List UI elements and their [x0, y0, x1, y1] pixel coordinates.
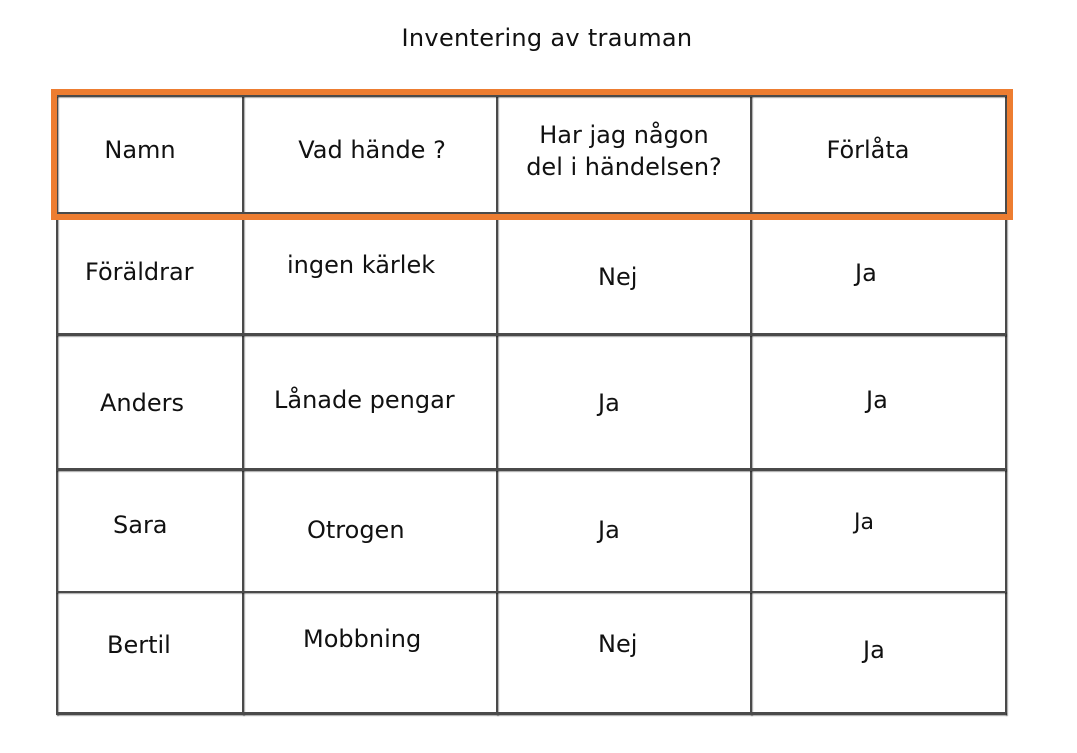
- table-cell-event: Mobbning: [303, 625, 422, 653]
- header-line: del i händelsen?: [526, 153, 722, 181]
- header-highlight-box: [51, 89, 1013, 220]
- table-cell-own-part: Ja: [598, 516, 620, 544]
- table-cell-name: Föräldrar: [85, 258, 194, 286]
- row-divider: [56, 591, 1006, 593]
- table-cell-forgive: Ja: [855, 259, 877, 287]
- table-cell-name: Bertil: [107, 631, 171, 659]
- table-cell-event: Lånade pengar: [274, 386, 455, 414]
- row-divider: [56, 333, 1006, 336]
- table-border-bottom: [56, 712, 1006, 715]
- table-cell-event: ingen kärlek: [287, 251, 436, 279]
- table-cell-own-part: Ja: [598, 389, 620, 417]
- table-cell-forgive: Ja: [863, 636, 885, 664]
- row-divider: [56, 468, 1006, 471]
- table-cell-forgive: Ja: [866, 386, 888, 414]
- table-cell-forgive: Ja: [854, 510, 874, 535]
- table-cell-name: Sara: [113, 511, 168, 539]
- header-namn: Namn: [104, 136, 176, 164]
- table-cell-own-part: Nej: [598, 630, 638, 658]
- table-cell-own-part: Nej: [598, 263, 638, 291]
- header-vad-hande: Vad hände ?: [298, 136, 446, 164]
- header-forlata: Förlåta: [826, 136, 910, 164]
- header-line: Har jag någon: [539, 121, 709, 149]
- table-cell-event: Otrogen: [307, 516, 405, 544]
- document-title: Inventering av trauman: [401, 24, 693, 52]
- table-cell-name: Anders: [100, 389, 184, 417]
